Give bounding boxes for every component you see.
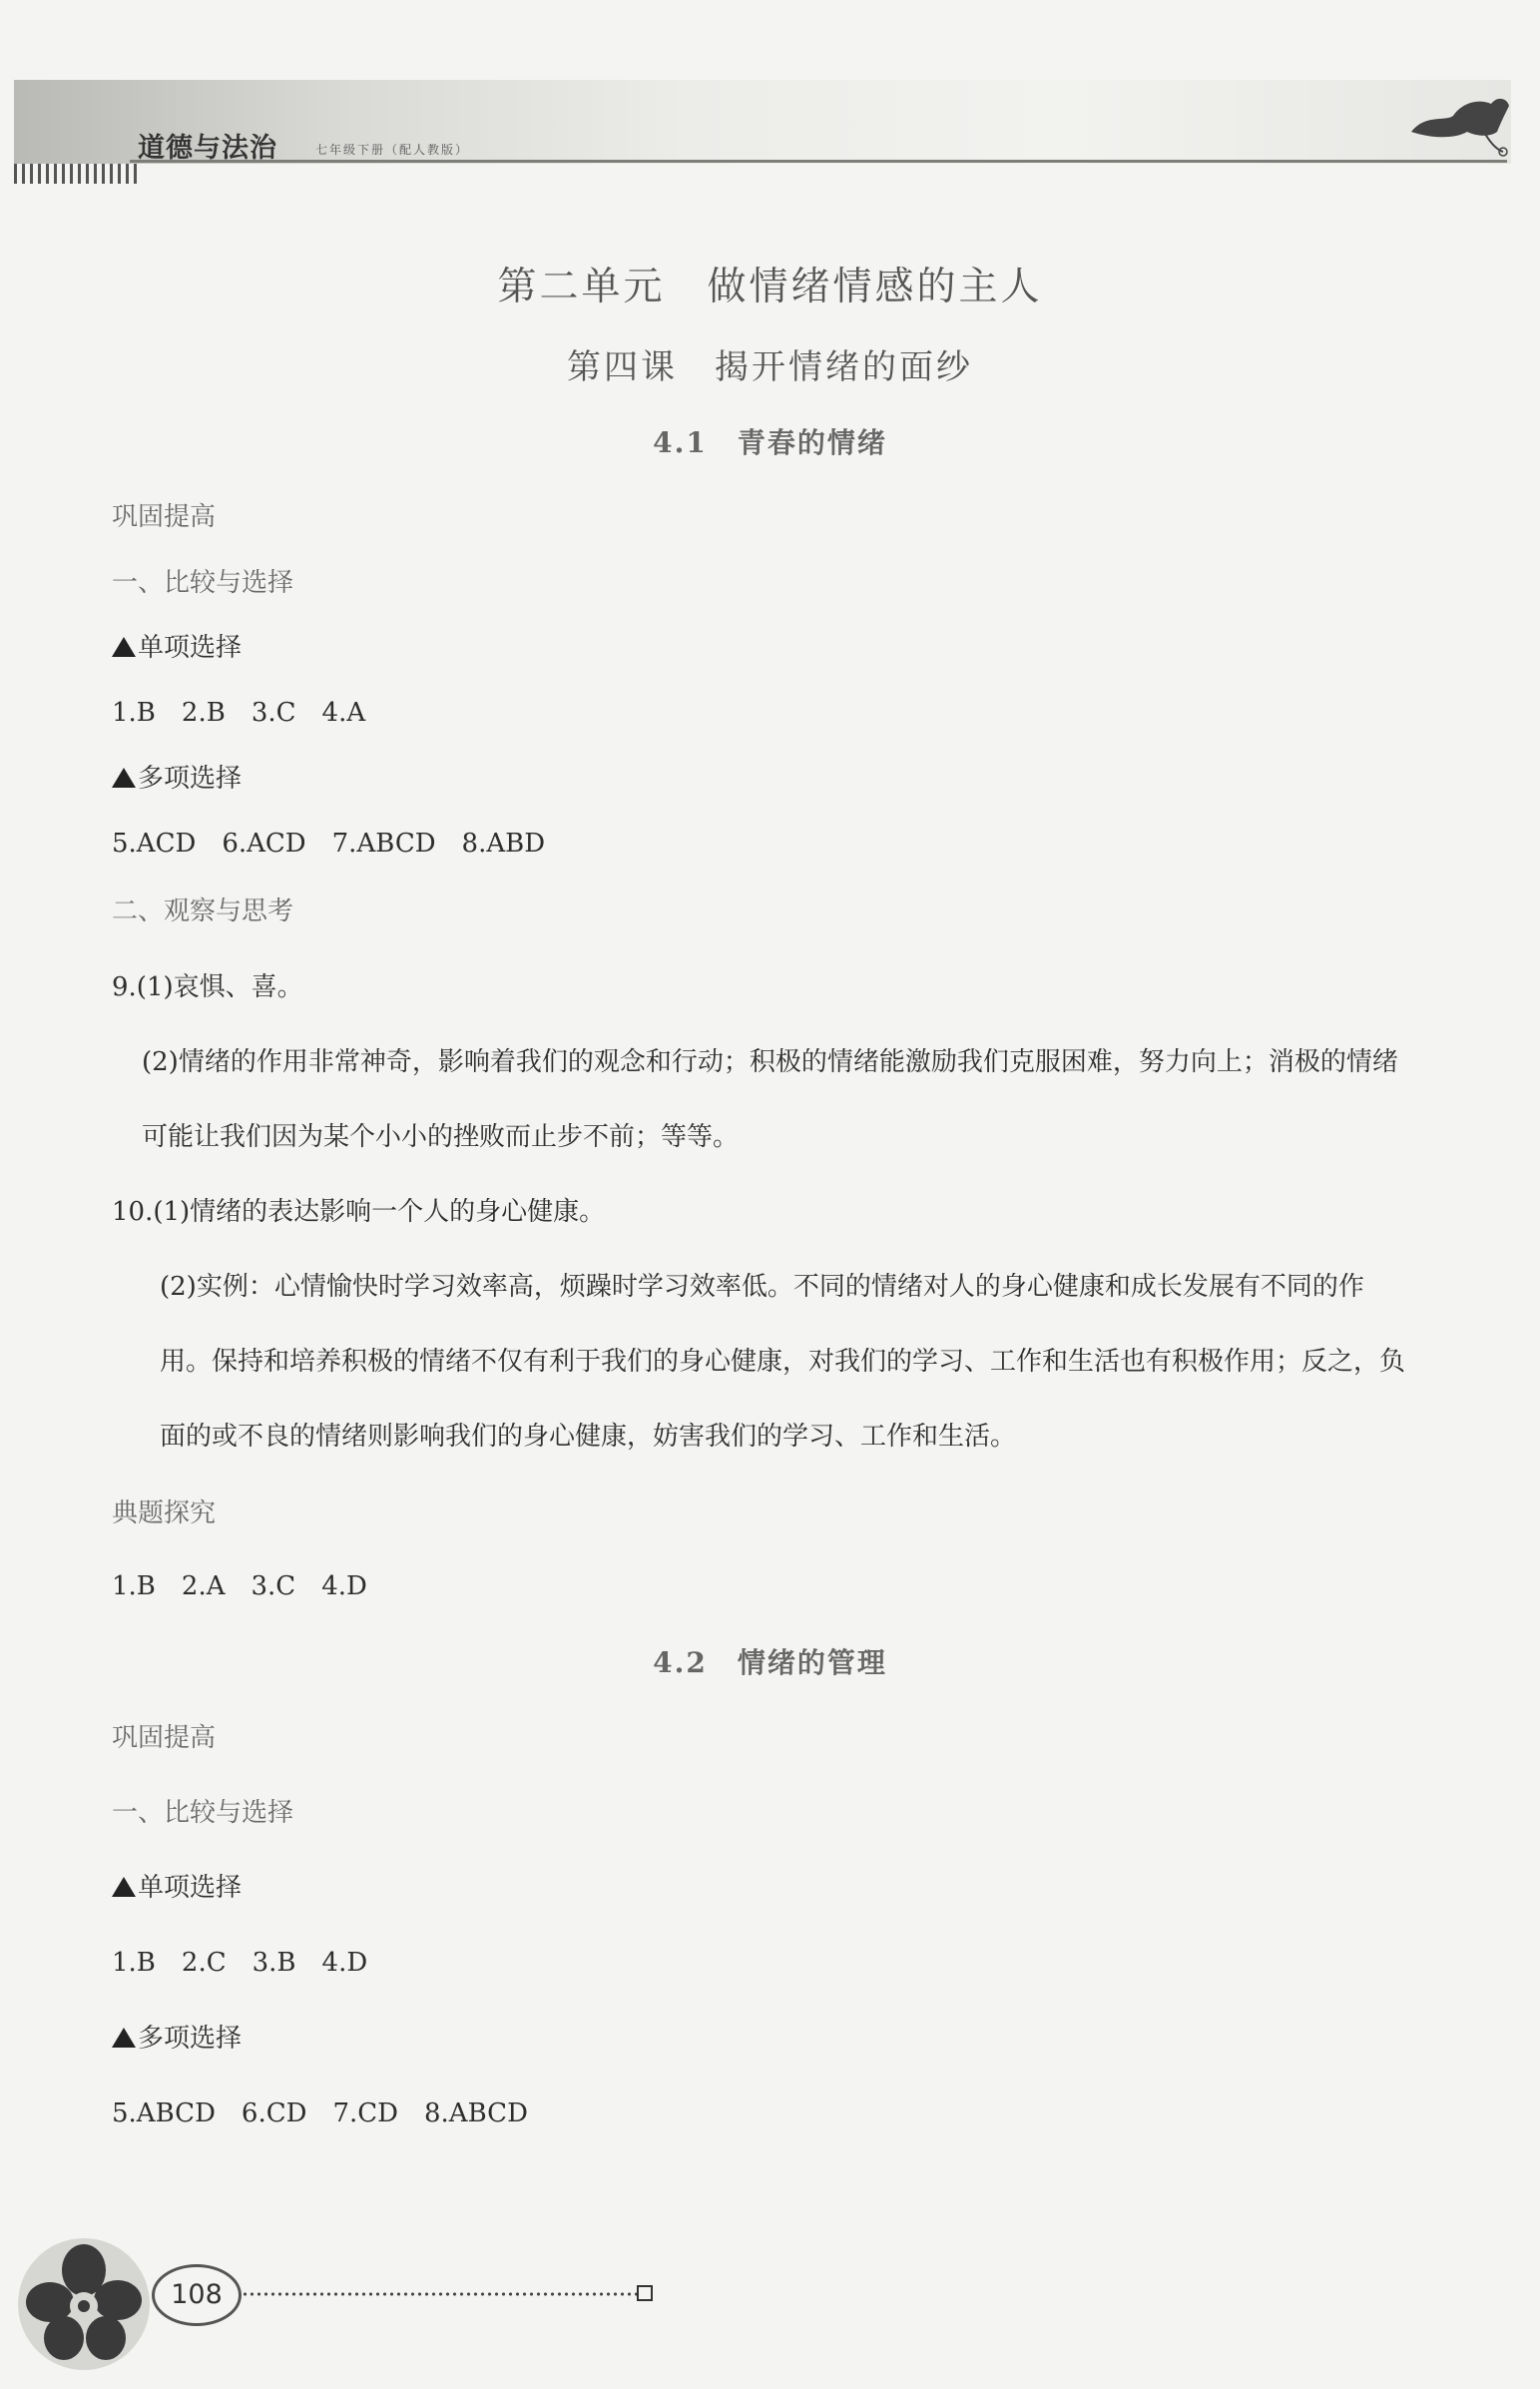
triangle-icon xyxy=(112,1877,136,1897)
section-title-4-1: 4.1 青春的情绪 xyxy=(653,426,887,459)
single-choice-answers-2: 1.B 2.C 3.B 4.D xyxy=(112,1948,368,1978)
consolidate-label: 巩固提高 xyxy=(112,502,217,532)
single-choice-heading xyxy=(112,627,242,664)
q10-part1: 10.(1)情绪的表达影响一个人的身心健康。 xyxy=(112,1197,606,1227)
book-subtitle: 七年级下册（配人教版） xyxy=(315,143,470,157)
leaf-icon xyxy=(1405,92,1515,162)
explore-label: 典题探究 xyxy=(112,1498,217,1528)
q9-part2-line2: 可能让我们因为某个小小的挫败而止步不前；等等。 xyxy=(142,1122,740,1152)
multi-choice-label-2: 多项选择 xyxy=(138,2024,243,2054)
single-choice-label-2: 单项选择 xyxy=(138,1873,243,1903)
multi-choice-heading xyxy=(112,758,242,795)
footer-square-mark xyxy=(637,2285,653,2301)
explore-answers: 1.B 2.A 3.C 4.D xyxy=(112,1571,367,1601)
multi-choice-answers: 5.ACD 6.ACD 7.ABCD 8.ABD xyxy=(112,829,546,859)
triangle-icon xyxy=(112,637,136,657)
part2-label: 二、观察与思考 xyxy=(112,896,294,926)
part1-label-2: 一、比较与选择 xyxy=(112,1798,294,1828)
single-choice-answers: 1.B 2.B 3.C 4.A xyxy=(112,698,366,728)
lesson-title: 第四课 揭开情绪的面纱 xyxy=(567,347,973,387)
book-title: 道德与法治 xyxy=(138,133,277,164)
q10-part2-line1: (2)实例：心情愉快时学习效率高，烦躁时学习效率低。不同的情绪对人的身心健康和成长发展有不同的作 xyxy=(160,1272,1364,1302)
single-choice-heading-2 xyxy=(112,1867,242,1904)
triangle-icon xyxy=(112,2028,136,2048)
flower-icon xyxy=(14,2228,164,2378)
unit-title: 第二单元 做情绪情感的主人 xyxy=(497,265,1043,309)
q9-part2-line1: (2)情绪的作用非常神奇，影响着我们的观念和行动；积极的情绪能激励我们克服困难，努力向上；消极的情绪 xyxy=(142,1047,1398,1077)
q10-part2-line3: 面的或不良的情绪则影响我们的身心健康，妨害我们的学习、工作和生活。 xyxy=(160,1422,1017,1452)
header-rule xyxy=(130,160,1507,163)
section-title-4-2: 4.2 情绪的管理 xyxy=(653,1646,887,1679)
multi-choice-heading-2 xyxy=(112,2018,242,2055)
footer-dotted-line xyxy=(242,2292,637,2296)
consolidate-label-2: 巩固提高 xyxy=(112,1723,217,1753)
triangle-icon xyxy=(112,768,136,788)
part1-label: 一、比较与选择 xyxy=(112,568,294,598)
header-ticks xyxy=(14,164,140,184)
multi-choice-label: 多项选择 xyxy=(138,764,243,794)
multi-choice-answers-2: 5.ABCD 6.CD 7.CD 8.ABCD xyxy=(112,2098,528,2128)
single-choice-label: 单项选择 xyxy=(138,633,243,663)
q10-part2-line2: 用。保持和培养积极的情绪不仅有利于我们的身心健康，对我们的学习、工作和生活也有积极作用；反之，负 xyxy=(160,1347,1406,1377)
page-number: 108 xyxy=(152,2264,242,2326)
q9-part1: 9.(1)哀惧、喜。 xyxy=(112,972,303,1002)
